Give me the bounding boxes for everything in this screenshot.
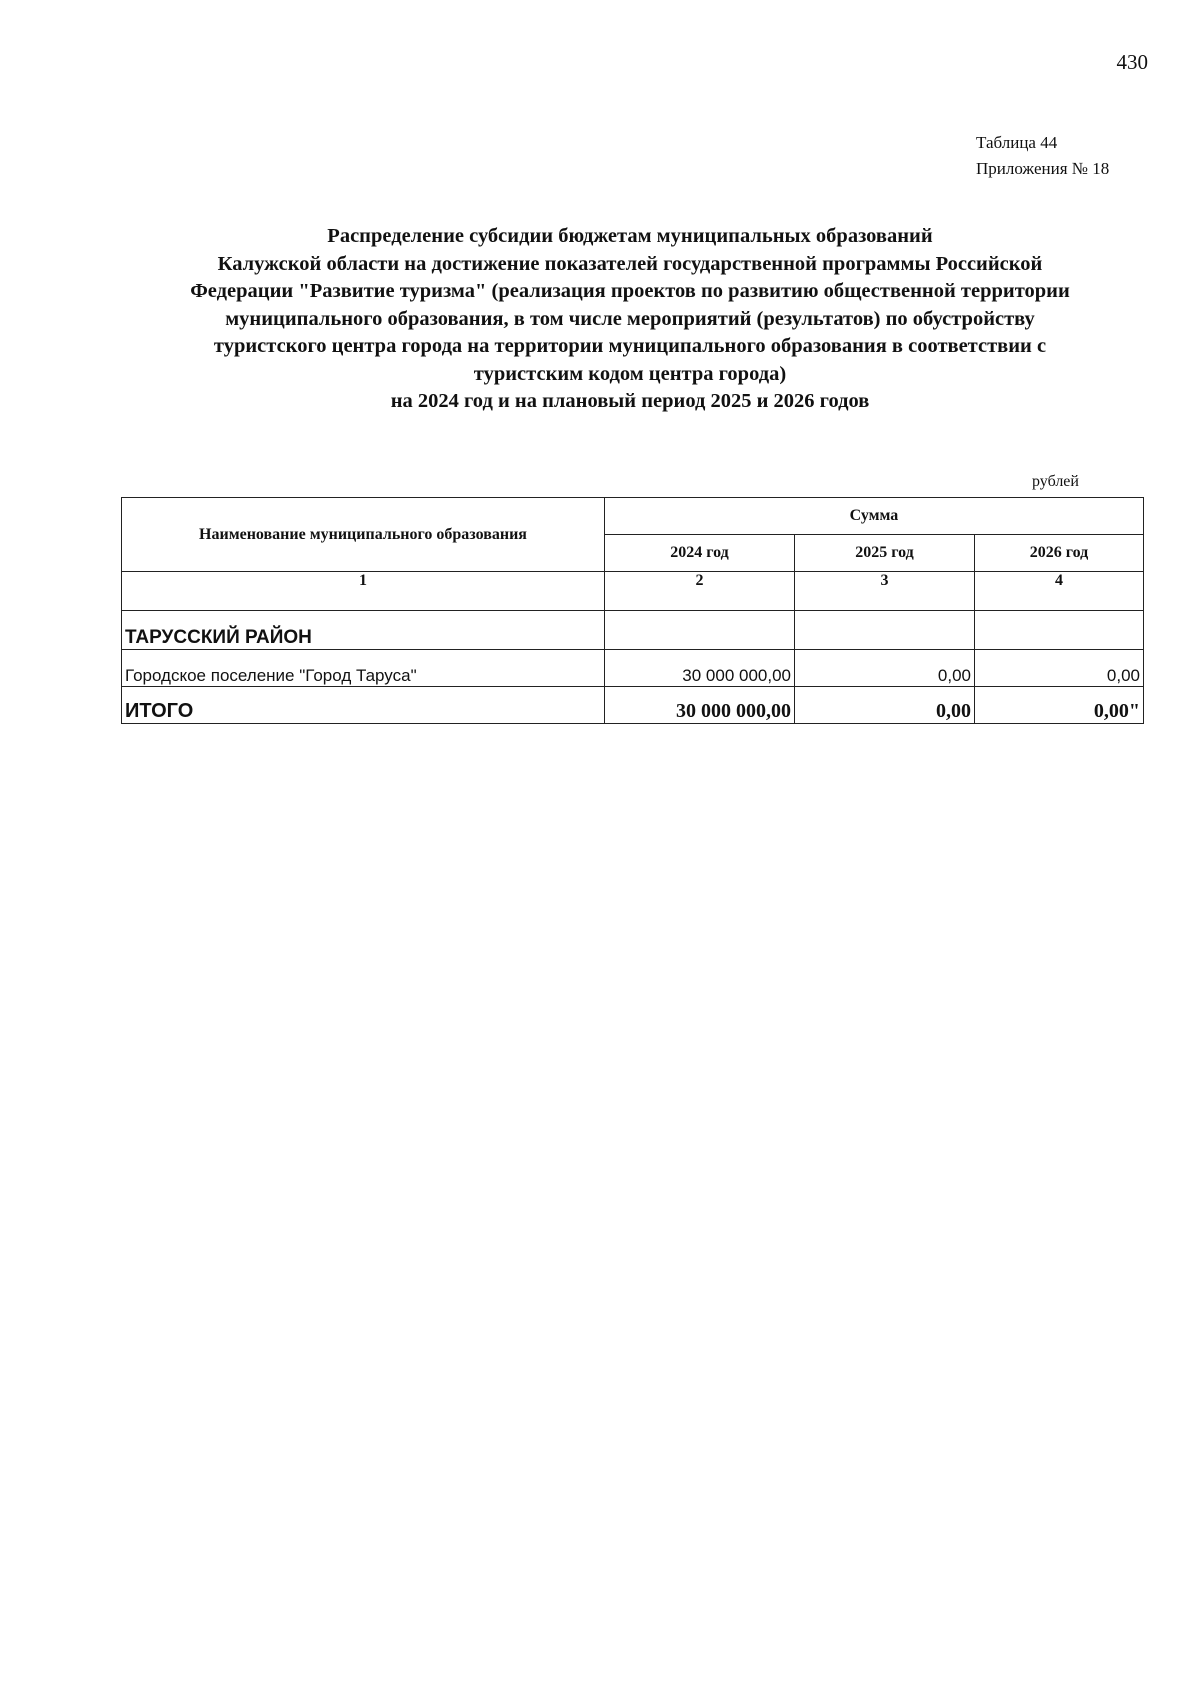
column-number: 1: [122, 572, 605, 611]
header-municipality-name: Наименование муниципального образования: [122, 498, 605, 572]
settlement-name: Городское поселение "Город Таруса": [122, 650, 605, 687]
page-number: 430: [1116, 50, 1148, 74]
table-number: Таблица 44: [976, 133, 1058, 152]
title-line: Распределение субсидии бюджетам муниципальных образований: [327, 225, 933, 247]
district-row: [122, 611, 1144, 650]
column-number: 2: [605, 572, 795, 611]
title-line: Федерации "Развитие туризма" (реализация проектов по развитию общественной территории: [190, 280, 1070, 302]
title-line: муниципального образования, в том числе мероприятий (результатов) по обустройству: [225, 307, 1035, 330]
header-year-2024: 2024 год: [605, 535, 795, 572]
column-number: 4: [975, 572, 1144, 611]
empty-cell: [975, 611, 1144, 650]
subsidy-table: [121, 497, 1144, 724]
total-row: [122, 687, 1144, 724]
total-2024: 30 000 000,00: [605, 687, 795, 724]
amount-2025: 0,00: [795, 650, 975, 687]
total-2026: 0,00": [975, 687, 1144, 724]
units-label: рублей: [1032, 473, 1079, 490]
appendix-number: Приложения № 18: [976, 159, 1110, 178]
empty-cell: [605, 611, 795, 650]
district-name: ТАРУССКИЙ РАЙОН: [122, 611, 605, 650]
column-numbers-row: [122, 572, 1144, 611]
title-line: туристского центра города на территории муниципального образования в соответствии с: [213, 335, 1047, 357]
title-line: на 2024 год и на плановый период 2025 и 2026 годов: [390, 390, 870, 412]
column-number: 3: [795, 572, 975, 611]
header-row: [122, 498, 1144, 535]
header-year-2026: 2026 год: [975, 535, 1144, 572]
amount-2026: 0,00: [975, 650, 1144, 687]
title-line: Калужской области на достижение показателей государственной программы Российской: [217, 252, 1043, 275]
amount-2024: 30 000 000,00: [605, 650, 795, 687]
title-line: туристским кодом центра города): [473, 362, 787, 385]
empty-cell: [795, 611, 975, 650]
total-2025: 0,00: [795, 687, 975, 724]
table-row: [122, 650, 1144, 687]
total-label: ИТОГО: [122, 687, 605, 724]
appendix-reference: [976, 130, 1109, 182]
document-title: [130, 223, 1130, 416]
header-year-2025: 2025 год: [795, 535, 975, 572]
header-sum: Сумма: [605, 498, 1144, 535]
